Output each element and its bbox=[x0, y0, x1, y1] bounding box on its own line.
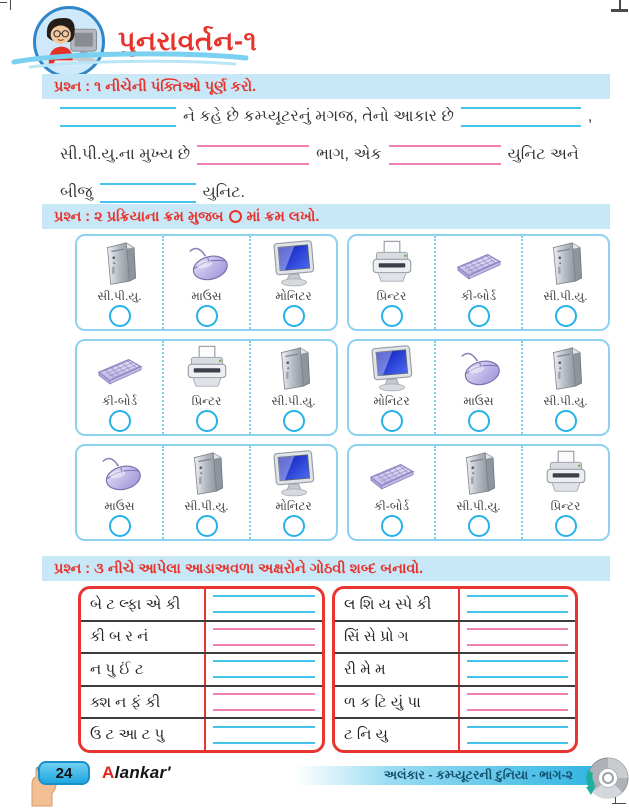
device-cell bbox=[523, 236, 608, 329]
table-row bbox=[81, 589, 322, 622]
device-cell bbox=[251, 446, 336, 539]
answer-cell bbox=[460, 654, 575, 685]
device-cell bbox=[164, 236, 251, 329]
order-circle[interactable] bbox=[381, 410, 403, 432]
order-circle[interactable] bbox=[283, 410, 305, 432]
scrambled-letters: લ શિ ય સ્પે કી bbox=[335, 589, 460, 620]
q1-line-1 bbox=[60, 98, 600, 136]
cd-icon bbox=[582, 754, 629, 804]
title-underline-swoosh bbox=[10, 48, 250, 70]
q1-line2-text3: યુનિટ અને bbox=[507, 146, 579, 163]
device-cell bbox=[164, 446, 251, 539]
order-circle[interactable] bbox=[468, 515, 490, 537]
cpu-tower-icon bbox=[178, 449, 236, 499]
answer-cell bbox=[206, 654, 322, 685]
device-cell bbox=[349, 341, 436, 434]
scrambled-words-table-left bbox=[78, 586, 325, 753]
q1-line2-text1: સી.પી.યુ.ના મુખ્ય છે bbox=[60, 146, 191, 163]
answer-blank[interactable] bbox=[213, 628, 315, 646]
device-cell bbox=[349, 446, 436, 539]
table-row bbox=[81, 687, 322, 720]
answer-blank[interactable] bbox=[213, 726, 315, 744]
page-number-badge bbox=[38, 761, 90, 785]
device-label: માઉસ bbox=[191, 289, 222, 303]
order-circle[interactable] bbox=[555, 410, 577, 432]
device-box-4 bbox=[347, 339, 610, 436]
device-box-2 bbox=[347, 234, 610, 331]
footer-series-bar bbox=[295, 766, 613, 785]
q1-blank-4[interactable] bbox=[389, 145, 501, 165]
order-circle[interactable] bbox=[109, 305, 131, 327]
printer-icon bbox=[363, 239, 421, 289]
circle-glyph-icon bbox=[229, 210, 242, 223]
answer-blank[interactable] bbox=[213, 595, 315, 613]
device-cell bbox=[436, 236, 523, 329]
series-title: અલંકાર - કમ્પ્યૂટરની દુનિયા - ભાગ-૨ bbox=[383, 768, 573, 782]
keyboard-icon bbox=[91, 344, 149, 394]
answer-blank[interactable] bbox=[467, 628, 568, 646]
scrambled-words-table-right bbox=[332, 586, 578, 753]
answer-blank[interactable] bbox=[467, 595, 568, 613]
table-row bbox=[335, 622, 575, 655]
device-cell bbox=[251, 236, 336, 329]
question-1-heading-text: પ્રશ્ન : ૧ નીચેની પંક્તિઓ પૂર્ણ કરો. bbox=[54, 78, 257, 95]
device-label: કી-બોર્ડ bbox=[373, 499, 410, 513]
question-2-header bbox=[42, 204, 610, 229]
grid-row-1 bbox=[75, 234, 610, 331]
question-2-heading-pre: પ્રશ્ન : ૨ પ્રક્રિયાના ક્રમ મુજબ bbox=[54, 208, 224, 225]
answer-cell bbox=[206, 622, 322, 653]
mouse-icon bbox=[178, 239, 236, 289]
answer-blank[interactable] bbox=[467, 660, 568, 678]
device-label: મોનિટર bbox=[275, 289, 312, 303]
printer-icon bbox=[537, 449, 595, 499]
answer-cell bbox=[206, 589, 322, 620]
crop-mark-top-right-h bbox=[611, 9, 628, 12]
device-box-5 bbox=[75, 444, 338, 541]
order-circle[interactable] bbox=[283, 305, 305, 327]
monitor-icon bbox=[363, 344, 421, 394]
order-circle[interactable] bbox=[555, 305, 577, 327]
q1-line-2 bbox=[60, 136, 600, 174]
answer-blank[interactable] bbox=[467, 726, 568, 744]
q1-blank-3[interactable] bbox=[197, 145, 309, 165]
device-cell bbox=[77, 236, 164, 329]
question-3-heading-text: પ્રશ્ન : ૩ નીચે આપેલા આડાઅવળા અક્ષરોને ગોઠવી શબ્દ બનાવો. bbox=[54, 560, 424, 577]
mouse-icon bbox=[91, 449, 149, 499]
device-label: મોનિટર bbox=[275, 499, 312, 513]
device-cell bbox=[77, 446, 164, 539]
cpu-tower-icon bbox=[91, 239, 149, 289]
device-label: માઉસ bbox=[104, 499, 135, 513]
device-label: સી.પી.યુ. bbox=[543, 289, 588, 303]
answer-blank[interactable] bbox=[467, 693, 568, 711]
scrambled-letters: ટ નિ યુ bbox=[335, 719, 460, 750]
device-cell bbox=[523, 341, 608, 434]
answer-cell bbox=[460, 589, 575, 620]
answer-blank[interactable] bbox=[213, 660, 315, 678]
device-label: માઉસ bbox=[463, 394, 494, 408]
q1-line1-text: ને કહે છે કમ્પ્યૂટરનું મગજ, તેનો આકાર છે bbox=[183, 108, 454, 125]
cpu-tower-icon bbox=[537, 344, 595, 394]
q1-line3-text2: યુનિટ. bbox=[202, 184, 245, 201]
device-box-1 bbox=[75, 234, 338, 331]
monitor-icon bbox=[265, 449, 323, 499]
crop-mark-top-left bbox=[10, 0, 11, 10]
scrambled-letters: રી મે મ bbox=[335, 654, 460, 685]
scrambled-letters: કી બ ર નં bbox=[81, 622, 206, 653]
keyboard-icon bbox=[363, 449, 421, 499]
question-2-heading-post: માં ક્રમ લખો. bbox=[246, 208, 320, 225]
device-label: સી.પી.યુ. bbox=[456, 499, 501, 513]
keyboard-icon bbox=[450, 239, 508, 289]
monitor-icon bbox=[265, 239, 323, 289]
answer-cell bbox=[206, 719, 322, 750]
device-cell bbox=[436, 446, 523, 539]
answer-blank[interactable] bbox=[213, 693, 315, 711]
device-label: સી.પી.યુ. bbox=[97, 289, 142, 303]
q1-blank-1[interactable] bbox=[60, 107, 176, 127]
answer-cell bbox=[460, 719, 575, 750]
order-circle[interactable] bbox=[555, 515, 577, 537]
scrambled-letters: ળ ક ટિ યું પા bbox=[335, 687, 460, 718]
table-row bbox=[335, 589, 575, 622]
question-3-header bbox=[42, 556, 610, 581]
device-box-6 bbox=[347, 444, 610, 541]
cpu-tower-icon bbox=[450, 449, 508, 499]
answer-cell bbox=[460, 687, 575, 718]
device-cell bbox=[349, 236, 436, 329]
order-circle[interactable] bbox=[196, 515, 218, 537]
order-circle[interactable] bbox=[283, 515, 305, 537]
scrambled-letters: ઉ ટ આ ટ પુ bbox=[81, 719, 206, 750]
device-order-grid bbox=[75, 234, 610, 549]
device-label: સી.પી.યુ. bbox=[271, 394, 316, 408]
mouse-icon bbox=[450, 344, 508, 394]
cpu-tower-icon bbox=[265, 344, 323, 394]
publisher-logo: Alankar' bbox=[102, 763, 171, 782]
device-label: કી-બોર્ડ bbox=[460, 289, 497, 303]
order-circle[interactable] bbox=[109, 410, 131, 432]
q1-blank-5[interactable] bbox=[100, 183, 196, 203]
table-row bbox=[81, 622, 322, 655]
table-row bbox=[81, 719, 322, 750]
order-circle[interactable] bbox=[468, 410, 490, 432]
q1-line1-comma: , bbox=[587, 108, 593, 125]
device-cell bbox=[251, 341, 336, 434]
q1-line3-text1: બીજુ bbox=[60, 184, 93, 201]
device-label: પ્રિન્ટર bbox=[191, 394, 222, 408]
device-label: મોનિટર bbox=[373, 394, 410, 408]
device-cell bbox=[436, 341, 523, 434]
table-row bbox=[335, 719, 575, 750]
order-circle[interactable] bbox=[109, 515, 131, 537]
order-circle[interactable] bbox=[196, 305, 218, 327]
cpu-tower-icon bbox=[537, 239, 595, 289]
grid-row-2 bbox=[75, 339, 610, 436]
table-row bbox=[335, 654, 575, 687]
scrambled-letters: સિં સે પ્રો ગ bbox=[335, 622, 460, 653]
page-number: 24 bbox=[55, 764, 73, 782]
device-box-3 bbox=[75, 339, 338, 436]
device-label: પ્રિન્ટર bbox=[376, 289, 407, 303]
device-label: કી-બોર્ડ bbox=[101, 394, 138, 408]
order-circle[interactable] bbox=[381, 515, 403, 537]
printer-icon bbox=[178, 344, 236, 394]
device-label: સી.પી.યુ. bbox=[184, 499, 229, 513]
grid-row-3 bbox=[75, 444, 610, 541]
order-circle[interactable] bbox=[381, 305, 403, 327]
order-circle[interactable] bbox=[468, 305, 490, 327]
device-cell bbox=[77, 341, 164, 434]
q1-blank-2[interactable] bbox=[461, 107, 581, 127]
question-1-header bbox=[42, 74, 610, 99]
scrambled-letters: ક્શ ન ફં કી bbox=[81, 687, 206, 718]
crop-mark-top-left-h bbox=[0, 2, 7, 3]
q1-line2-text2: ભાગ, એક bbox=[316, 146, 382, 163]
device-label: સી.પી.યુ. bbox=[543, 394, 588, 408]
page-title: પુનરાવર્તન-૧ bbox=[118, 26, 258, 56]
question-1-body bbox=[60, 98, 600, 212]
scrambled-letters: બે ટ લ્ફા એ કી bbox=[81, 589, 206, 620]
device-label: પ્રિન્ટર bbox=[550, 499, 581, 513]
device-cell bbox=[164, 341, 251, 434]
order-circle[interactable] bbox=[196, 410, 218, 432]
table-row bbox=[81, 654, 322, 687]
scrambled-letters: ન પુ ઈં ટ bbox=[81, 654, 206, 685]
table-row bbox=[335, 687, 575, 720]
answer-cell bbox=[206, 687, 322, 718]
device-cell bbox=[523, 446, 608, 539]
answer-cell bbox=[460, 622, 575, 653]
